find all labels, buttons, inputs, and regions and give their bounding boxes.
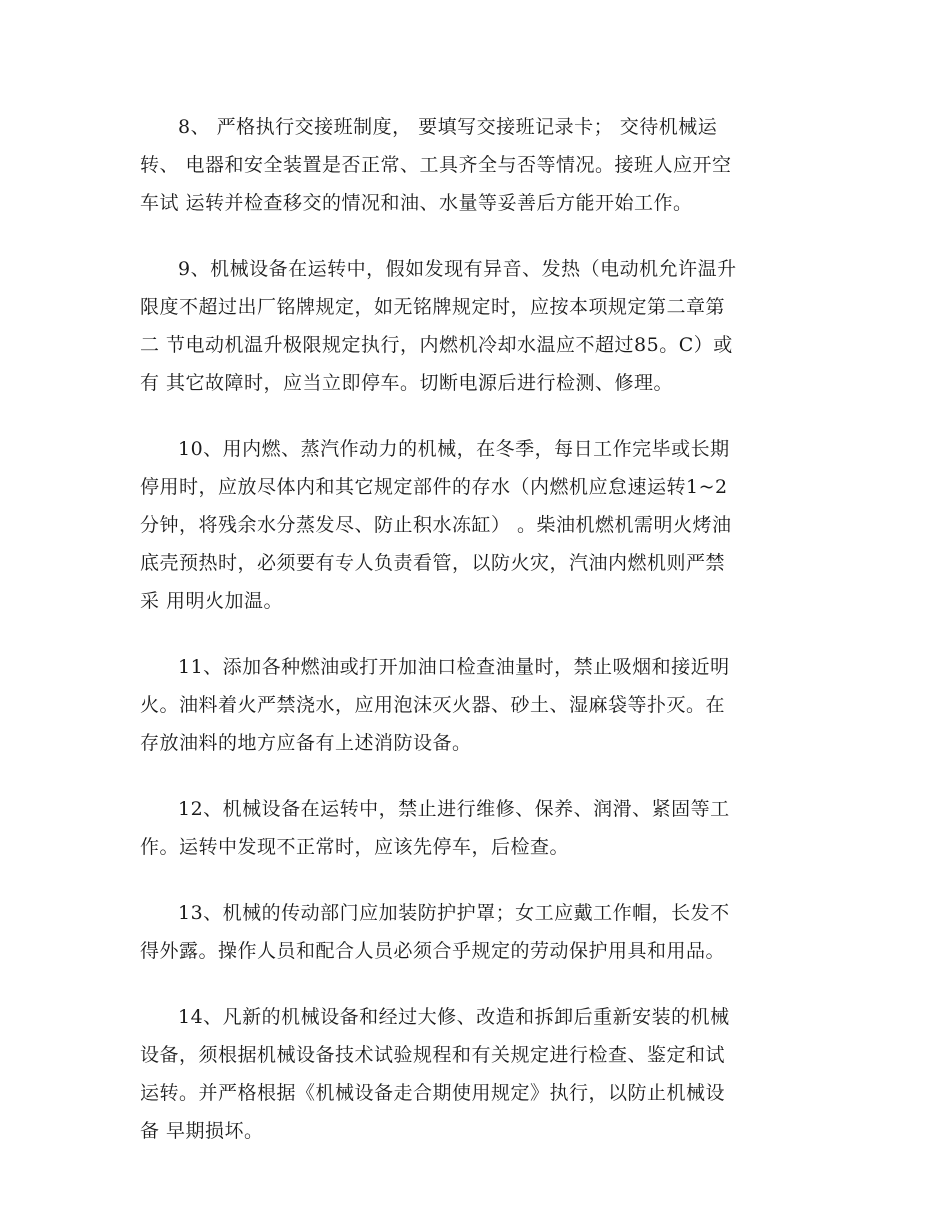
paragraph-line: 设备，须根据机械设备技术试验规程和有关规定进行检查、鉴定和试 <box>140 1044 726 1066</box>
paragraph-line: 有 其它故障时，应当立即停车。切断电源后进行检测、修理。 <box>140 372 674 394</box>
paragraph-line: 14、凡新的机械设备和经过大修、改造和拆卸后重新安装的机械 <box>178 1006 730 1028</box>
paragraph-line: 8、 严格执行交接班制度， 要填写交接班记录卡； 交待机械运 <box>178 116 718 138</box>
paragraph-line: 得外露。操作人员和配合人员必须合乎规定的劳动保护用具和用品。 <box>140 940 726 962</box>
paragraph-line: 车试 运转并检查移交的情况和油、水量等妥善后方能开始工作。 <box>140 192 693 214</box>
paragraph-line: 存放油料的地方应备有上述消防设备。 <box>140 732 472 754</box>
paragraph-11 <box>140 648 812 762</box>
paragraph-line: 10、用内燃、蒸汽作动力的机械，在冬季，每日工作完毕或长期 <box>178 438 730 460</box>
paragraph-line: 二 节电动机温升极限规定执行，内燃机冷却水温应不超过85。C）或 <box>140 334 733 356</box>
paragraph-line: 采 用明火加温。 <box>140 590 284 612</box>
paragraph-line: 12、机械设备在运转中，禁止进行维修、保养、润滑、紧固等工 <box>178 798 730 820</box>
paragraph-line: 底壳预热时，必须要有专人负责看管，以防火灾，汽油内燃机则严禁 <box>140 552 726 574</box>
paragraph-line: 转、 电器和安全装置是否正常、工具齐全与否等情况。接班人应开空 <box>140 154 732 176</box>
paragraph-12 <box>140 790 812 866</box>
paragraph-line: 运转。并严格根据《机械设备走合期使用规定》执行，以防止机械设 <box>140 1082 726 1104</box>
paragraph-line: 分钟，将残余水分蒸发尽、防止积水冻缸） 。柴油机燃机需明火烤油 <box>140 514 732 536</box>
paragraph-line: 11、添加各种燃油或打开加油口检查油量时，禁止吸烟和接近明 <box>178 656 730 678</box>
paragraph-line: 限度不超过出厂铭牌规定，如无铭牌规定时，应按本项规定第二章第 <box>140 296 726 318</box>
paragraph-10 <box>140 430 812 620</box>
paragraph-line: 13、机械的传动部门应加装防护护罩；女工应戴工作帽，长发不 <box>178 902 730 924</box>
paragraph-9 <box>140 250 812 402</box>
paragraph-line: 火。油料着火严禁浇水，应用泡沫灭火器、砂土、湿麻袋等扑灭。在 <box>140 694 726 716</box>
paragraph-14 <box>140 998 812 1150</box>
paragraph-line: 停用时，应放尽体内和其它规定部件的存水（内燃机应怠速运转1~2 <box>140 476 728 498</box>
document-body <box>140 108 812 1178</box>
paragraph-8 <box>140 108 812 222</box>
paragraph-line: 9、机械设备在运转中，假如发现有异音、发热（电动机允许温升 <box>178 258 737 280</box>
paragraph-line: 备 早期损坏。 <box>140 1120 264 1142</box>
paragraph-line: 作。运转中发现不正常时，应该先停车，后检查。 <box>140 836 570 858</box>
paragraph-13 <box>140 894 812 970</box>
